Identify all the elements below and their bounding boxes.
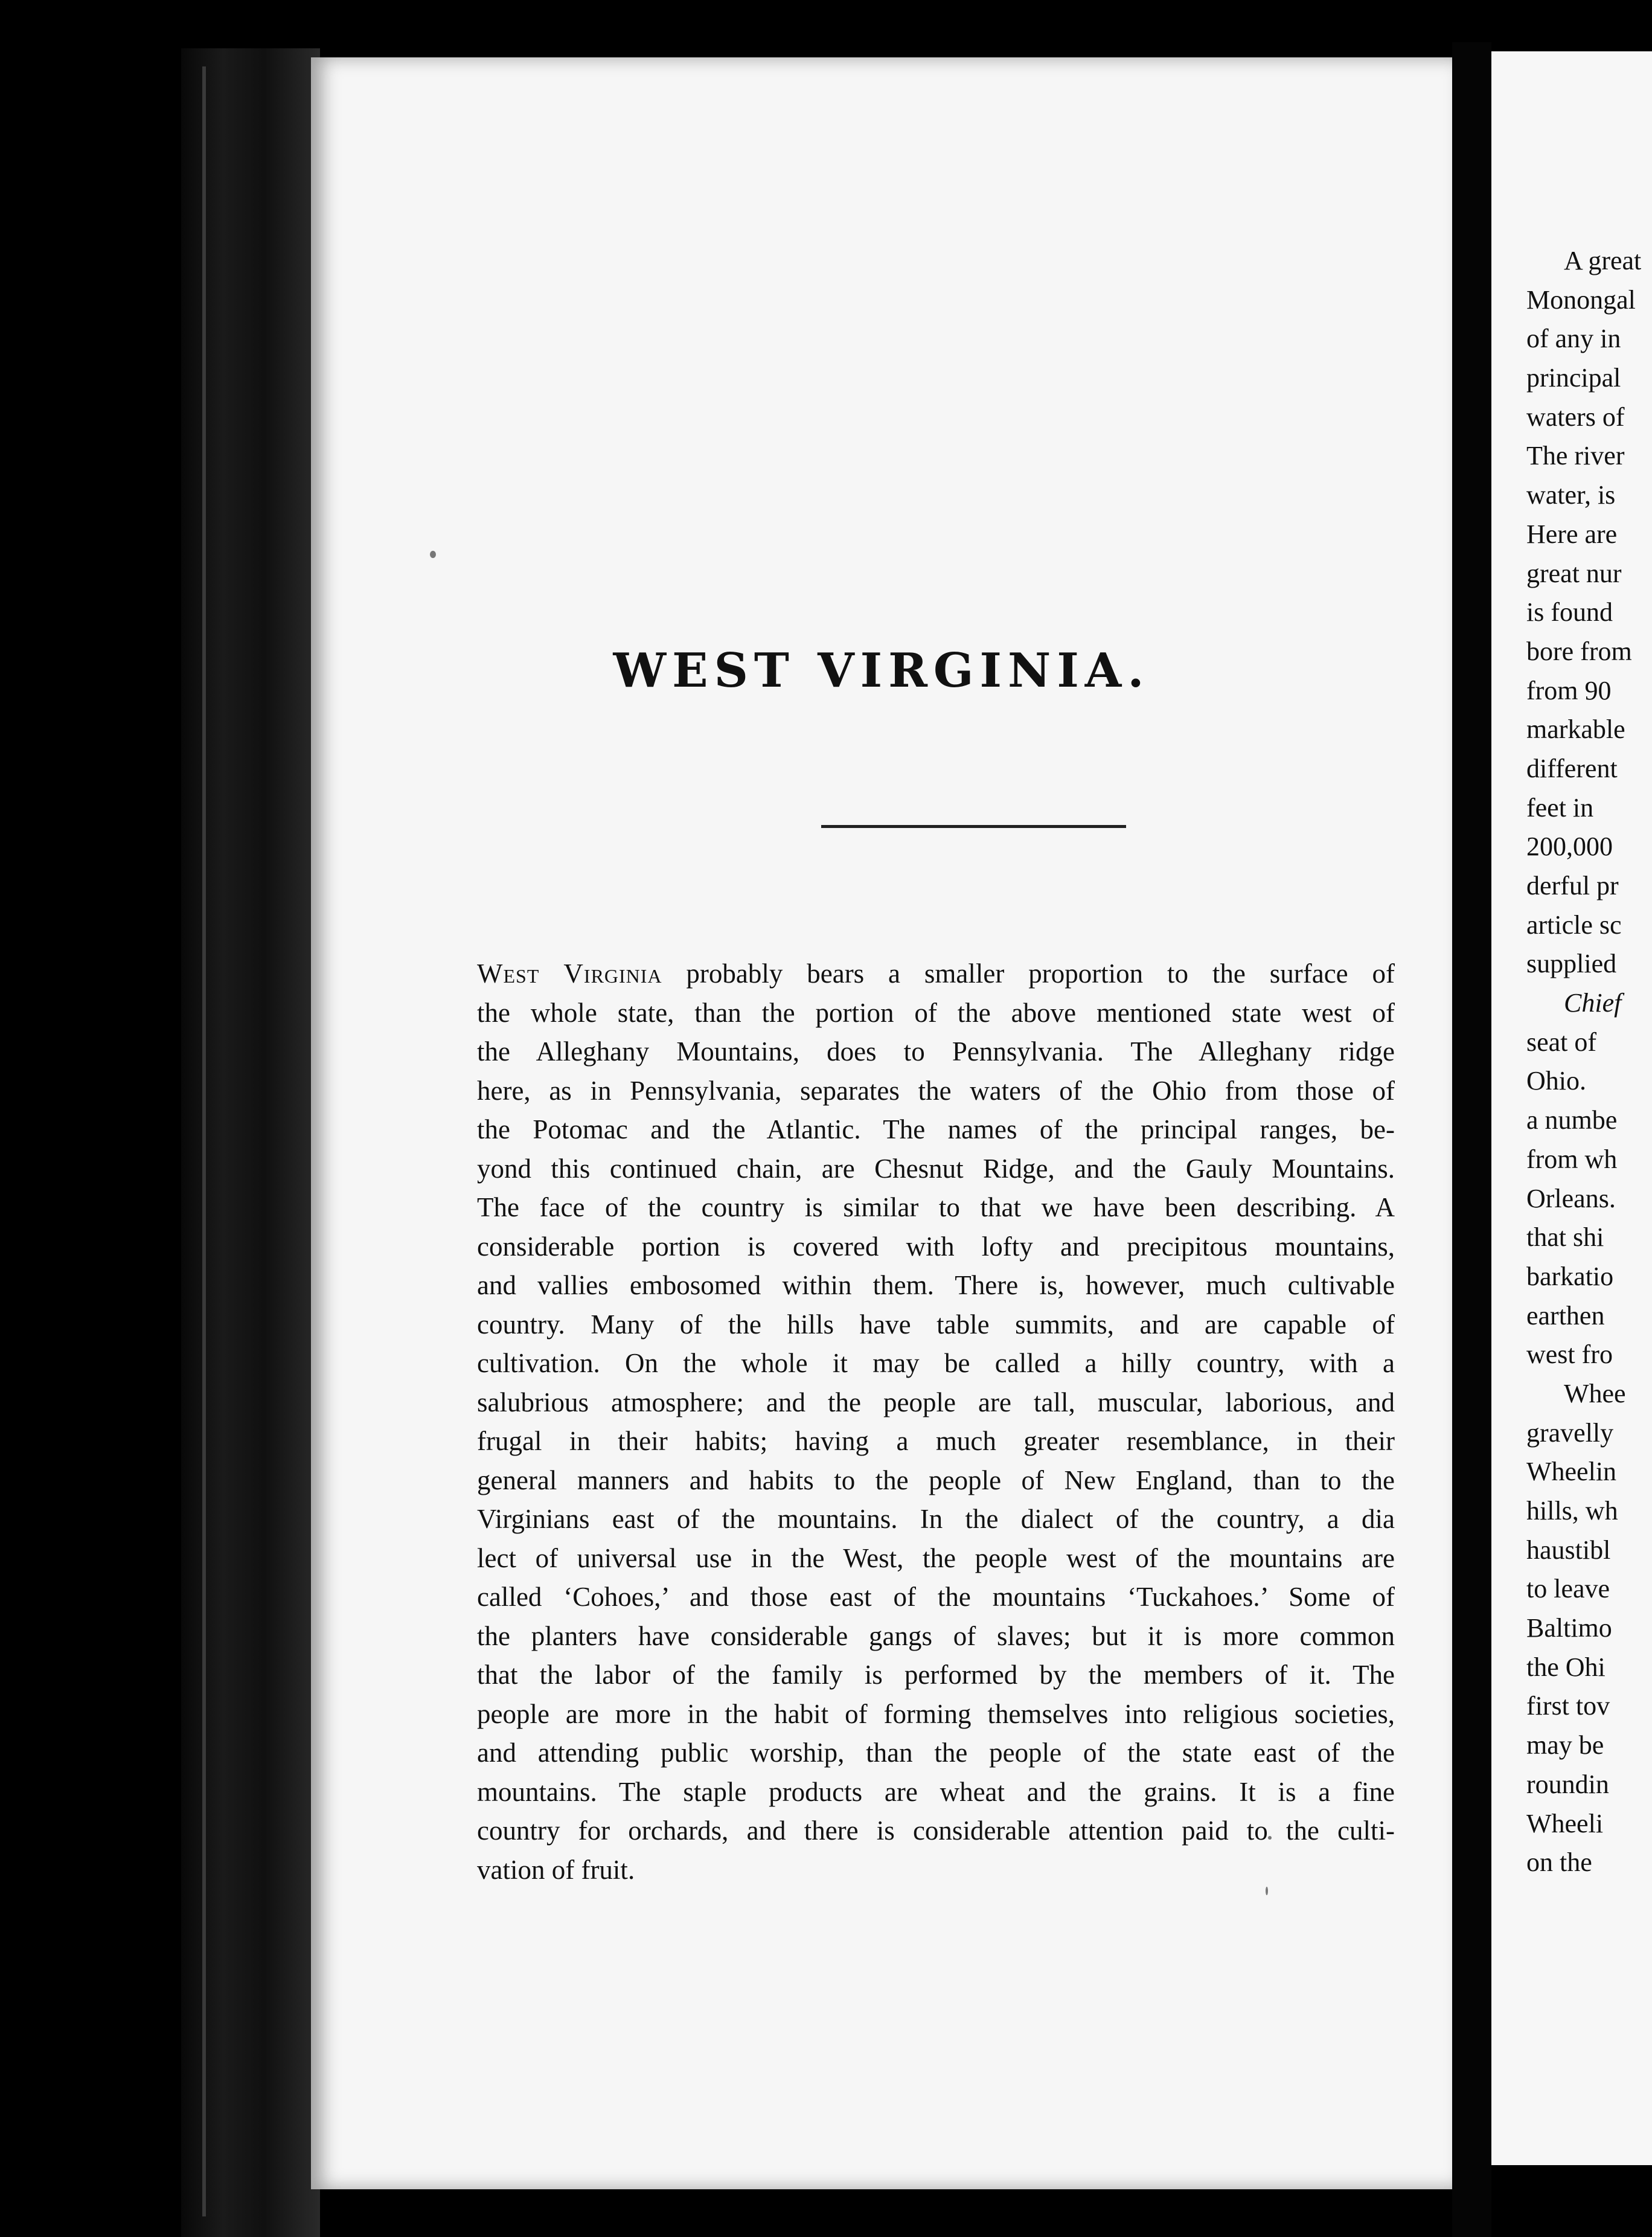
text-line: cultivation. On the whole it may be called a hilly country, with a	[477, 1348, 1395, 1378]
right-text-line: Wheelin	[1526, 1457, 1617, 1487]
text-line: country. Many of the hills have table summits, and are capable of	[477, 1309, 1395, 1340]
right-text-line: water, is	[1526, 480, 1616, 510]
right-text-line: Whee	[1564, 1378, 1626, 1408]
text-line: and attending public worship, than the people of the state east of the	[477, 1738, 1395, 1768]
right-text-line: A great	[1564, 246, 1642, 275]
text-line: that the labor of the family is performed by the members of it. The	[477, 1660, 1395, 1690]
right-text-line: different	[1526, 753, 1618, 783]
text-line: frugal in their habits; having a much greater resemblance, in their	[477, 1426, 1395, 1456]
right-page-text	[1526, 242, 1652, 1882]
right-text-line: first tov	[1526, 1691, 1610, 1721]
text-line: the Potomac and the Atlantic. The names of the principal ranges, be-	[477, 1114, 1395, 1144]
text-line	[477, 954, 1395, 993]
lead-smallcaps: West Virginia	[477, 958, 662, 989]
text-line: people are more in the habit of forming themselves into religious societies,	[477, 1698, 1395, 1729]
right-text-line: markable	[1526, 714, 1625, 745]
right-text-line: feet in	[1526, 792, 1594, 823]
right-text-line: from 90	[1526, 675, 1612, 705]
text-line: the planters have considerable gangs of slaves; but it is more common	[477, 1620, 1395, 1651]
right-text-line: Orleans.	[1526, 1183, 1616, 1213]
text-line-rest: probably bears a smaller proportion to the surface of	[662, 958, 1395, 989]
text-line: the Alleghany Mountains, does to Pennsylvania. The Alleghany ridge	[477, 1036, 1395, 1067]
right-text-line: earthen	[1526, 1300, 1605, 1330]
right-text-line: that shi	[1526, 1222, 1604, 1253]
right-text-line: Here are	[1526, 519, 1618, 549]
right-text-line: the Ohi	[1526, 1652, 1606, 1682]
right-text-line: roundin	[1526, 1769, 1609, 1799]
text-line: The face of the country is similar to that we have been describing. A	[477, 1192, 1395, 1222]
right-text-line: bore from	[1526, 636, 1632, 666]
text-line: mountains. The staple products are wheat and the grains. It is a fine	[477, 1776, 1395, 1807]
page-heading: WEST VIRGINIA.	[613, 643, 1150, 698]
text-line: and vallies embosomed within them. There is, however, much cultivable	[477, 1270, 1395, 1300]
text-line: Virginians east of the mountains. In the dialect of the country, a dia	[477, 1504, 1395, 1534]
right-text-line: may be	[1526, 1730, 1604, 1760]
right-text-line: principal	[1526, 363, 1621, 393]
right-text-line: 200,000	[1526, 832, 1613, 862]
right-text-line: a numbe	[1526, 1105, 1618, 1135]
right-text-line: of any in	[1526, 324, 1621, 354]
text-line: general manners and habits to the people of New England, than to the	[477, 1465, 1395, 1495]
body-paragraph	[477, 954, 1395, 1889]
right-text-line: great nur	[1526, 558, 1622, 588]
right-text-line: supplied	[1526, 949, 1617, 979]
scan-speck	[430, 551, 436, 558]
right-text-line: barkatio	[1526, 1261, 1614, 1291]
right-text-line: Wheeli	[1526, 1808, 1604, 1838]
text-line: called ‘Cohoes,’ and those east of the mountains ‘Tuckahoes.’ Some of	[477, 1582, 1395, 1612]
heading-rule	[821, 825, 1126, 828]
right-text-line: Baltimo	[1526, 1613, 1612, 1643]
right-text-line: Ohio.	[1526, 1066, 1586, 1096]
right-text-line: Chief	[1564, 988, 1622, 1018]
text-line: country for orchards, and there is considerable attention paid to the culti-	[477, 1815, 1395, 1846]
text-line: salubrious atmosphere; and the people are tall, muscular, laborious, and	[477, 1387, 1395, 1417]
right-text-line: hills, wh	[1526, 1496, 1618, 1526]
right-text-line: article sc	[1526, 910, 1622, 940]
right-text-line: waters of	[1526, 402, 1625, 432]
right-text-line: to leave	[1526, 1574, 1610, 1604]
spine-edge	[202, 66, 206, 2216]
right-text-line: The river	[1526, 441, 1625, 471]
right-text-line: on the	[1526, 1847, 1592, 1878]
right-text-line: gravelly	[1526, 1417, 1614, 1448]
right-text-line: west fro	[1526, 1340, 1613, 1370]
right-text-line: from wh	[1526, 1144, 1618, 1174]
right-text-line: haustibl	[1526, 1535, 1611, 1565]
right-text-line: is found	[1526, 597, 1613, 627]
text-line: considerable portion is covered with lofty and precipitous mountains,	[477, 1231, 1395, 1262]
text-line: the whole state, than the portion of the above mentioned state west of	[477, 997, 1395, 1028]
page-gutter	[1452, 42, 1491, 2237]
right-text-line: Monongal	[1526, 284, 1636, 315]
text-line: yond this continued chain, are Chesnut Ridge, and the Gauly Mountains.	[477, 1153, 1395, 1184]
right-text-line: derful pr	[1526, 871, 1619, 900]
text-line: lect of universal use in the West, the people west of the mountains are	[477, 1542, 1395, 1573]
text-line: here, as in Pennsylvania, separates the waters of the Ohio from those of	[477, 1075, 1395, 1106]
text-line: vation of fruit.	[477, 1854, 635, 1885]
right-text-line: seat of	[1526, 1027, 1597, 1057]
